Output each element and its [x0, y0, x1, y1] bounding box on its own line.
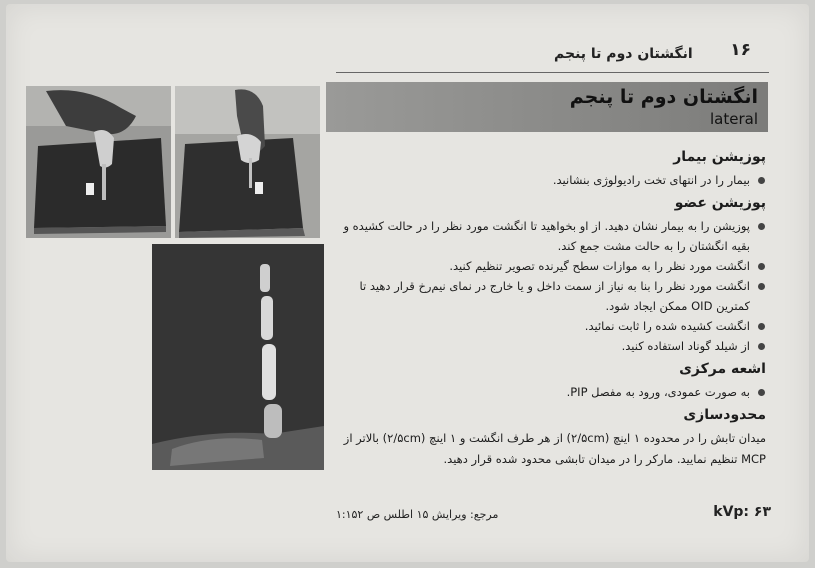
collimation-heading: محدودسازی	[683, 407, 766, 423]
list-item: انگشت مورد نظر را به موازات سطح گیرنده تصویر تنظیم کنید.	[330, 256, 766, 276]
patient-position-heading: پوزیشن بیمار	[673, 149, 766, 165]
page-number: ۱۶	[730, 40, 751, 60]
central-ray-heading: اشعه مرکزی	[679, 361, 766, 377]
positioning-photo-right	[175, 86, 320, 238]
list-item: به صورت عمودی، ورود به مفصل PIP.	[330, 382, 766, 402]
header-rule	[336, 72, 769, 73]
list-item: بیمار را در انتهای تخت رادیولوژی بنشانید.	[330, 170, 766, 190]
collimation-text: میدان تابش را در محدوده ۱ اینچ (۲/۵cm) از هر طرف انگشت و ۱ اینچ (۲/۵cm) بالاتر از MCP تنظیم نمایید. مارکر را در میدان تابشی محدود شده قرار دهید.	[343, 431, 766, 466]
list-item: از شیلد گوناد استفاده کنید.	[330, 336, 766, 356]
instruction-column	[330, 148, 766, 470]
list-item: انگشت کشیده شده را ثابت نمائید.	[330, 316, 766, 336]
banner-title: انگشتان دوم تا پنجم	[569, 86, 758, 108]
finger-xray-image	[152, 244, 324, 470]
chapter-title: انگشتان دوم تا پنجم	[554, 46, 693, 62]
kvp-value: kVp: ۶۳	[713, 504, 771, 520]
list-item: انگشت مورد نظر را بنا به نیاز از سمت داخل و یا خارج در نمای نیم‌رخ قرار دهید تا کمترین OID ممکن ایجاد شود.	[330, 276, 766, 316]
list-item: پوزیشن را به بیمار نشان دهید. از او بخواهید تا انگشت مورد نظر را در حالت کشیده و بقیه انگشتان را به حالت مشت جمع کند.	[330, 216, 766, 256]
banner-subtitle: lateral	[710, 110, 758, 128]
central-ray-list	[330, 382, 766, 402]
section-banner	[326, 82, 768, 132]
patient-position-list	[330, 170, 766, 190]
reference-note: مرجع: ویرایش ۱۵ اطلس ص ۱:۱۵۲	[336, 508, 499, 521]
part-position-list	[330, 216, 766, 356]
positioning-photo-left	[26, 86, 171, 238]
part-position-heading: پوزیشن عضو	[674, 195, 766, 211]
